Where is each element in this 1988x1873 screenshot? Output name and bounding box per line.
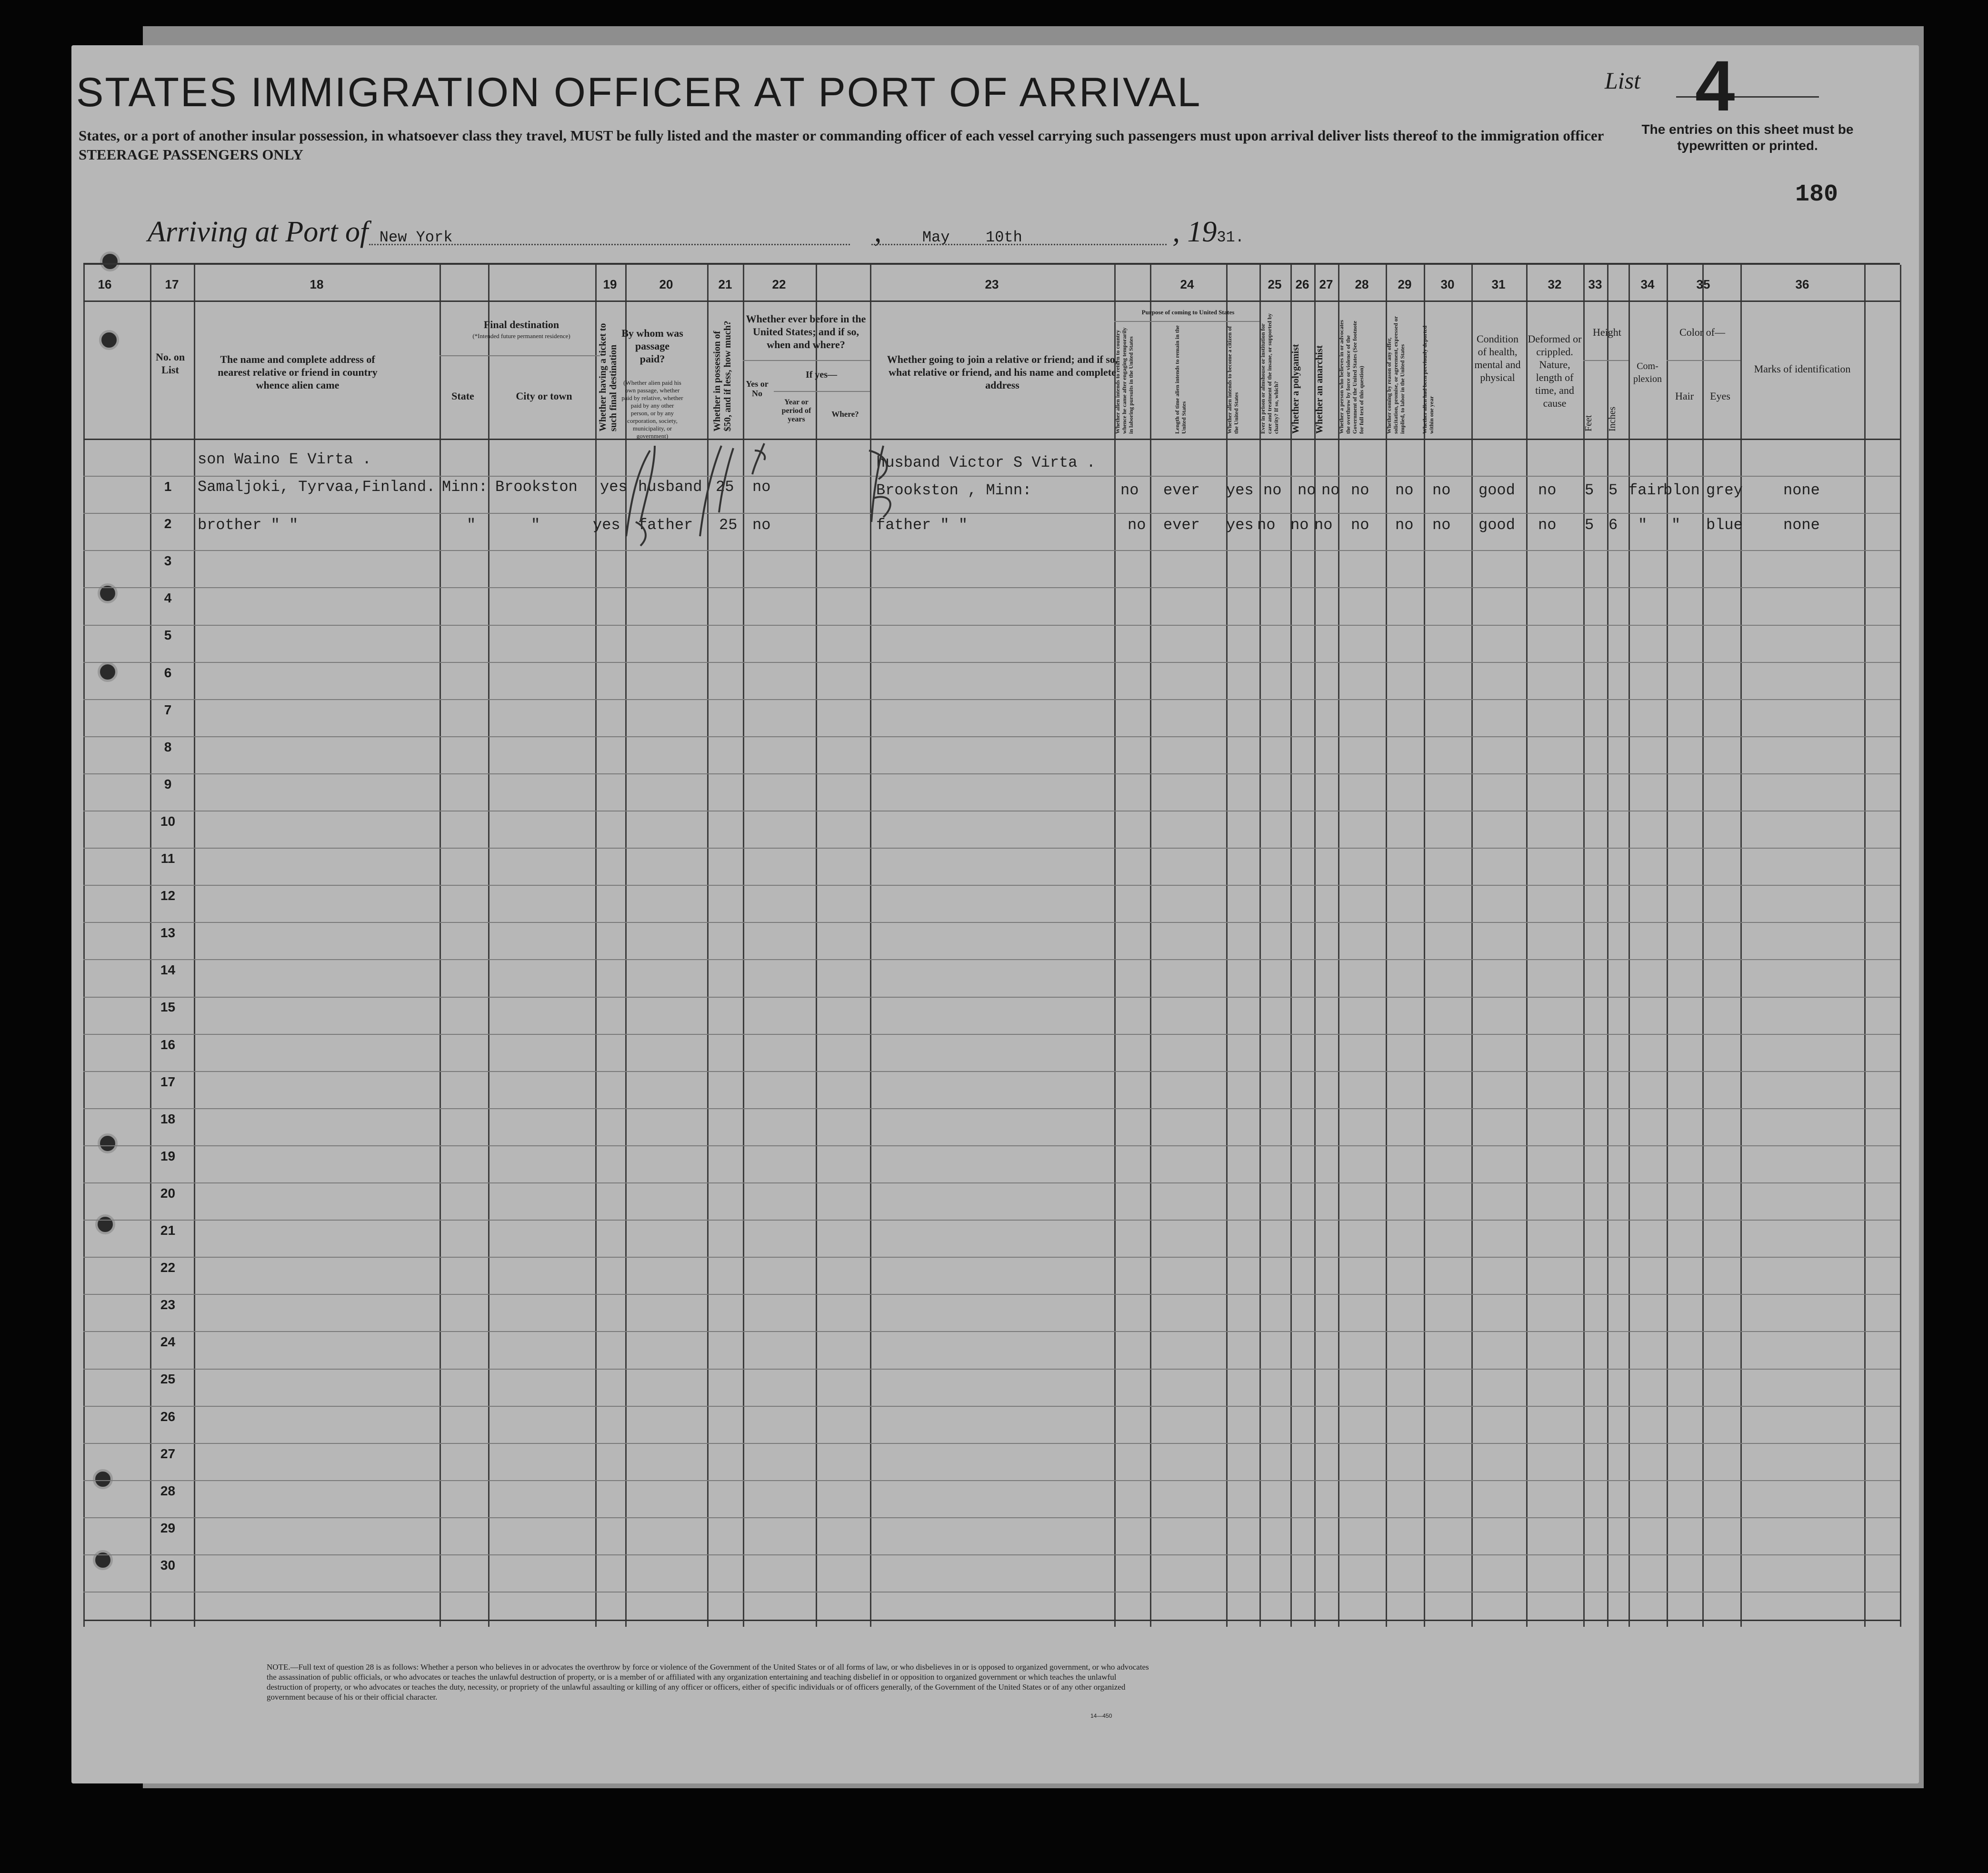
- sheet-number: 180: [1795, 181, 1838, 208]
- row-rule: [83, 922, 1900, 923]
- list-number: 4: [1695, 46, 1735, 126]
- row-number: 21: [160, 1223, 176, 1238]
- arrival-label: Arriving at Port of: [148, 216, 369, 248]
- column-rule: [1226, 265, 1228, 1627]
- ticket: yes: [600, 478, 628, 496]
- header-anarchist: Whether an anarchist: [1314, 345, 1325, 434]
- row-rule: [83, 587, 1900, 588]
- arrival-month: May: [922, 229, 950, 246]
- header-overthrow: Whether a person who believes in or advocates the overthrow by force or violence of the Government of the United States (See footnote for full text of this question): [1338, 320, 1365, 434]
- row-number: 22: [160, 1260, 176, 1275]
- row-number: 28: [160, 1483, 176, 1498]
- become-citizen: yes: [1226, 481, 1254, 499]
- row-number: 10: [160, 814, 176, 829]
- header-prison: Ever in prison or almshouse or institution for care and treatment of the insane, or supported by charity? If so, which?: [1259, 313, 1279, 434]
- row-rule: [83, 773, 1900, 774]
- passage-paid-by: husband: [638, 478, 702, 496]
- intends-return: no: [1128, 516, 1146, 534]
- column-number: 35: [1696, 277, 1710, 291]
- column-rule: [1740, 265, 1742, 1627]
- join-relative-name: father " ": [876, 516, 968, 534]
- row-rule: [83, 1294, 1900, 1295]
- labor-offer: no: [1395, 516, 1414, 534]
- height-feet: 5: [1585, 516, 1594, 534]
- money: 25: [716, 478, 734, 496]
- row-number: 23: [160, 1297, 176, 1312]
- row-rule: [83, 1108, 1900, 1109]
- marks: none: [1783, 516, 1820, 534]
- row-rule: [83, 1406, 1900, 1407]
- hair-color: ": [1671, 516, 1681, 534]
- row-number: 25: [160, 1372, 176, 1386]
- row-rule: [83, 736, 1900, 737]
- column-rule: [1259, 265, 1261, 1627]
- column-number: 21: [718, 277, 732, 291]
- list-label: List: [1605, 67, 1641, 94]
- column-number: 29: [1398, 277, 1412, 291]
- row-rule: [1114, 321, 1259, 322]
- header-year-period: Year or period of years: [781, 398, 811, 423]
- marks: none: [1783, 481, 1820, 499]
- labor-offer: no: [1395, 481, 1414, 499]
- header-if-yes: If yes—: [805, 370, 838, 380]
- handwritten-annotations: [583, 441, 917, 555]
- form-code: 14—450: [1090, 1713, 1112, 1719]
- column-number: 19: [603, 277, 617, 291]
- row-rule: [83, 1554, 1900, 1555]
- header-nearest-relative: The name and complete address of nearest relative or friend in country whence alien came: [218, 353, 378, 391]
- anarchist: no: [1321, 481, 1340, 499]
- become-citizen: yes: [1226, 516, 1254, 534]
- row-number: 4: [164, 591, 172, 605]
- column-rule: [1150, 265, 1151, 1627]
- row-rule: [1583, 360, 1628, 361]
- column-rule: [1424, 265, 1425, 1627]
- column-rule: [1338, 265, 1339, 1627]
- column-number: 31: [1491, 277, 1506, 291]
- row-rule: [83, 1369, 1900, 1370]
- header-purpose: Purpose of coming to United States: [1141, 309, 1235, 316]
- row-number: 3: [164, 553, 172, 568]
- anarchist: no: [1314, 516, 1333, 534]
- row-rule: [83, 300, 1900, 302]
- header-feet: Feet: [1583, 415, 1594, 431]
- row-number: 6: [164, 665, 172, 680]
- row-number: 30: [160, 1558, 176, 1573]
- column-number: 18: [310, 277, 324, 291]
- height-feet: 5: [1585, 481, 1594, 499]
- arrival-port: New York: [379, 229, 453, 246]
- destination-city: Brookston: [495, 478, 578, 496]
- row-rule: [743, 360, 870, 361]
- header-height: Height: [1593, 326, 1621, 338]
- page-title: STATES IMMIGRATION OFFICER AT PORT OF ARRIVAL: [76, 70, 1202, 115]
- row-number: 20: [160, 1186, 176, 1201]
- been-before: no: [752, 516, 771, 534]
- header-color-of: Color of—: [1679, 326, 1725, 338]
- row-number: 1: [164, 479, 172, 494]
- destination-city: ": [531, 516, 540, 534]
- header-yes-no: Yes or No: [746, 379, 769, 398]
- header-become-citizen: Whether alien intends to become a citizen of the United States: [1226, 326, 1239, 434]
- row-number: 19: [160, 1149, 176, 1163]
- row-rule: [83, 885, 1900, 886]
- row-rule: [83, 1620, 1900, 1621]
- relative-name: brother " ": [198, 516, 299, 534]
- row-rule: [83, 1220, 1900, 1221]
- arrival-year: 31.: [1217, 229, 1244, 246]
- row-number: 18: [160, 1112, 176, 1126]
- column-rule: [1314, 265, 1316, 1627]
- health: good: [1479, 481, 1515, 499]
- header-city: City or town: [516, 390, 572, 402]
- column-rule: [83, 265, 85, 1627]
- row-rule: [83, 848, 1900, 849]
- intends-return: no: [1120, 481, 1139, 499]
- column-rule: [1471, 265, 1473, 1627]
- ticket: yes: [593, 516, 620, 534]
- list-number-block: [1605, 46, 1852, 126]
- instructions-text: The entries on this sheet must be typewritten or printed.: [1641, 122, 1854, 153]
- row-rule: [83, 1592, 1900, 1593]
- money: 25: [719, 516, 738, 534]
- column-rule: [488, 265, 490, 1627]
- column-rule: [1864, 265, 1866, 1627]
- hair-color: blon: [1663, 481, 1700, 499]
- row-rule: [83, 625, 1900, 626]
- health: good: [1479, 516, 1515, 534]
- header-labor-offer: Whether coming by reason of any offer, solicitation, promise, or agreement, expressed or implied, to labor in the United States: [1386, 316, 1406, 434]
- column-number: 34: [1640, 277, 1655, 291]
- row-rule: [83, 439, 1900, 440]
- header-money: Whether in possession of $50, and if less, how much?: [712, 321, 733, 431]
- header-deported: Whether alien had been previously deported within one year: [1421, 325, 1435, 434]
- overthrow: no: [1351, 481, 1369, 499]
- passage-paid-by: father: [638, 516, 693, 534]
- row-number: 26: [160, 1409, 176, 1424]
- polygamist: no: [1290, 516, 1309, 534]
- dotted-rule: [369, 244, 850, 245]
- column-number: 30: [1440, 277, 1455, 291]
- height-inches: 6: [1608, 516, 1618, 534]
- been-before: no: [752, 478, 771, 496]
- length-of-stay: ever: [1163, 516, 1200, 534]
- row-rule: [774, 391, 870, 392]
- column-number: 32: [1548, 277, 1562, 291]
- row-number: 9: [164, 777, 172, 791]
- header-eyes: Eyes: [1710, 390, 1730, 402]
- row-number: 7: [164, 702, 172, 717]
- header-subtitle: [79, 126, 1604, 164]
- column-rule: [1526, 265, 1528, 1627]
- manifest-table: [83, 263, 1900, 1627]
- header-intends-return: Whether alien intends to return to country whence he came after engaging temporarily in laboring pursuits in the United States: [1114, 327, 1134, 434]
- row-number: 17: [160, 1074, 176, 1089]
- row-rule: [83, 699, 1900, 700]
- column-number: 26: [1295, 277, 1309, 291]
- row-number: 8: [164, 740, 172, 754]
- row-rule: [83, 513, 1900, 514]
- row-rule: [83, 1145, 1900, 1146]
- row-number: 24: [160, 1334, 176, 1349]
- header-inches: Inches: [1607, 406, 1618, 431]
- column-rule: [1900, 265, 1901, 1627]
- column-rule: [1290, 265, 1292, 1627]
- column-number: 28: [1355, 277, 1369, 291]
- subtitle-line: States, or a port of another insular possession, in whatsoever class they travel, MUST be fully listed and the master or commanding officer of each vessel carrying such passengers must upon arrival deliver lists thereof to the immigration officer: [79, 127, 1604, 144]
- header-no-on-list: No. on List: [155, 351, 185, 376]
- prison: no: [1263, 481, 1282, 499]
- row-rule: [83, 1257, 1900, 1258]
- row-number: 14: [160, 962, 176, 977]
- arrival-line: Arriving at Port of New York , May 10th , 1931.: [148, 216, 1244, 248]
- complexion: fair: [1628, 481, 1665, 499]
- column-rule: [194, 265, 195, 1627]
- row-rule: [83, 1480, 1900, 1481]
- row-number: 29: [160, 1521, 176, 1535]
- overthrow: no: [1351, 516, 1369, 534]
- column-number: 27: [1319, 277, 1333, 291]
- column-number: 20: [659, 277, 673, 291]
- row-rule: [83, 1034, 1900, 1035]
- header-ticket: Whether having a ticket to such final destination: [598, 323, 619, 431]
- column-number: 33: [1588, 277, 1602, 291]
- row-rule: [83, 662, 1900, 663]
- column-rule: [1607, 265, 1608, 1627]
- header-marks: Marks of identification: [1754, 363, 1851, 375]
- deported: no: [1432, 481, 1451, 499]
- arrival-day: 10th: [986, 229, 1022, 246]
- relative-address: Samaljoki, Tyrvaa,Finland.: [198, 478, 436, 496]
- row-rule: [1667, 360, 1740, 361]
- row-rule: [83, 1443, 1900, 1444]
- join-relative-address: Brookston , Minn:: [876, 481, 1032, 499]
- header-polygamist: Whether a polygamist: [1290, 344, 1301, 434]
- column-number: 16: [98, 277, 112, 291]
- column-number: 17: [165, 277, 179, 291]
- row-number: 2: [164, 516, 172, 531]
- header-been-before: Whether ever before in the United States; and if so, when and where?: [746, 313, 866, 351]
- header-final-destination-note: (*Intended future permanent residence): [472, 332, 570, 340]
- row-rule: [440, 355, 600, 356]
- row-number: 13: [160, 925, 176, 940]
- polygamist: no: [1298, 481, 1316, 499]
- length-of-stay: ever: [1163, 481, 1200, 499]
- row-rule: [83, 1182, 1900, 1183]
- header-where: Where?: [831, 410, 859, 419]
- row-rule: [83, 476, 1900, 477]
- row-rule: [83, 997, 1900, 998]
- header-health: Condition of health, mental and physical: [1474, 333, 1521, 383]
- destination-state: ": [467, 516, 476, 534]
- row-number: 16: [160, 1037, 176, 1052]
- deformed: no: [1538, 481, 1557, 499]
- dotted-rule: [871, 244, 1167, 245]
- column-rule: [1114, 265, 1116, 1627]
- arrival-year-prefix: 19: [1187, 216, 1217, 248]
- row-rule: [83, 1331, 1900, 1332]
- header-state: State: [451, 390, 474, 402]
- deported: no: [1432, 516, 1451, 534]
- prison: no: [1257, 516, 1276, 534]
- row-number: 5: [164, 628, 172, 642]
- height-inches: 5: [1608, 481, 1618, 499]
- column-rule: [1583, 265, 1585, 1627]
- column-rule: [1628, 265, 1630, 1627]
- row-rule: [83, 550, 1900, 551]
- row-number: 15: [160, 1000, 176, 1014]
- header-deformed: Deformed or crippled. Nature, length of time, and cause: [1528, 333, 1582, 409]
- column-number: 22: [772, 277, 786, 291]
- column-rule: [1667, 265, 1668, 1627]
- row-number: 27: [160, 1446, 176, 1461]
- eye-color: grey: [1706, 481, 1743, 499]
- relative-name: son Waino E Virta .: [198, 451, 371, 468]
- footnote: NOTE.—Full text of question 28 is as follows: Whether a person who believes in or advocates the overthrow by force or violence of the Government of the United States or of all forms of law, or who disbelieves in or is opposed to organized government, or who advocates the assassination of public officials, or who advocates or teaches the unlawful destruction of property, or is a member of or affiliated with any organization entertaining and teaching disbelief in or opposition to organized government or which teaches the unlawful destruction of property, or who advocates or teaches the duty, necessity, or propriety of the unlawful assaulting or killing of any officer or officers, either of specific individuals or of officers generally, of the Government of the United States or of any other organized government because of his or their official character.: [267, 1663, 1149, 1702]
- row-number: 11: [160, 851, 175, 866]
- destination-state: Minn:: [442, 478, 488, 496]
- header-complexion: Com-plexion: [1633, 361, 1662, 384]
- row-number: 12: [160, 888, 176, 903]
- deformed: no: [1538, 516, 1557, 534]
- complexion: ": [1638, 516, 1648, 534]
- subtitle-steerage: STEERAGE PASSENGERS ONLY: [79, 146, 304, 163]
- join-relative-name: husband Victor S Virta .: [876, 454, 1096, 471]
- column-rule: [440, 265, 441, 1627]
- column-rule: [1386, 265, 1387, 1627]
- eye-color: blue: [1706, 516, 1743, 534]
- header-hair: Hair: [1675, 390, 1694, 402]
- row-rule: [83, 1517, 1900, 1518]
- row-rule: [83, 1071, 1900, 1072]
- header-length-stay: Length of time alien intends to remain in the United States: [1174, 325, 1187, 434]
- header-passage-paid: By whom was passage paid?: [621, 327, 683, 365]
- header-final-destination: Final destination: [483, 319, 559, 331]
- column-rule: [1702, 265, 1704, 1627]
- row-rule: [83, 959, 1900, 960]
- column-number: 23: [985, 277, 999, 291]
- header-passage-note: (Whether alien paid his own passage, whether paid by relative, whether paid by any other person, or by any corporation, society, municipality, or government): [621, 379, 683, 440]
- column-number: 24: [1180, 277, 1194, 291]
- column-number: 36: [1795, 277, 1809, 291]
- column-number: 25: [1268, 277, 1282, 291]
- header-join-relative: Whether going to join a relative or friend; and if so, what relative or friend, and his name and complete address: [887, 353, 1118, 391]
